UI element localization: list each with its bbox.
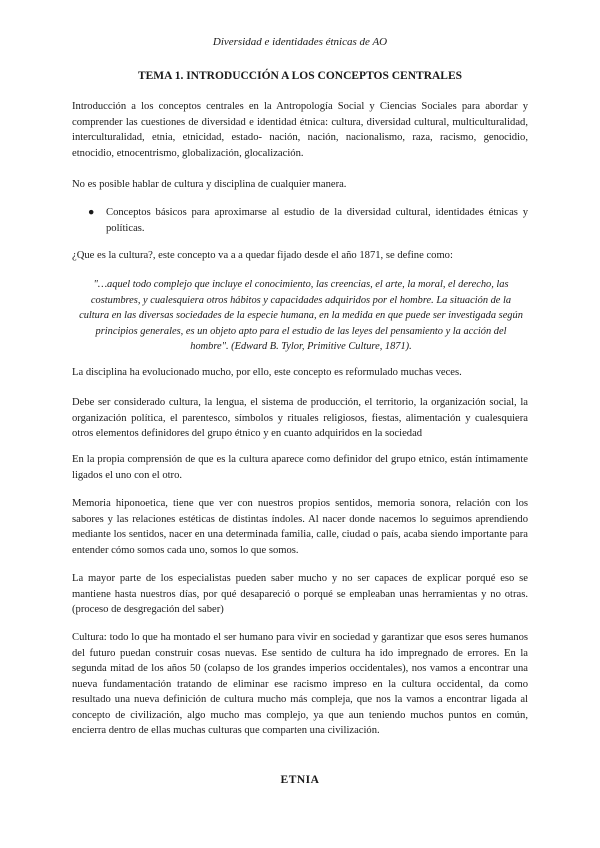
paragraph-memory: Memoria hiponoetica, tiene que ver con nuestros propios sentidos, memoria sonora, relación con los sabores y las relaciones estéticas de distintas índoles. Al nacer donde nacemos lo seguimos aprendiendo mediante los sentidos, nacer en una determinada familia, calle, ciudad o país, acaba siendo importante para entender cómo somos cada uno, somos lo que somos. <box>72 498 528 556</box>
bullet-text: Conceptos básicos para aproximarse al estudio de la diversidad cultural, identidades étnicas y políticas. <box>106 207 528 234</box>
paragraph-discipline: No es posible hablar de cultura y disciplina de cualquier manera. <box>72 179 347 190</box>
bullet-dot-icon: ● <box>88 207 95 218</box>
intro-paragraph: Introducción a los conceptos centrales en la Antropología Social y Ciencias Sociales para abordar y comprender las cuestiones de diversidad e identidad étnica: cultura, diversidad cultural, multiculturalidad, interculturalidad, etnia, etnicidad, estado- nación, nación, nacionalismo, raza, racismo, genocidio, etnocidio, etnocentrismo, globalización, glocalización. <box>72 101 528 159</box>
paragraph-culture-definition: Cultura: todo lo que ha montado el ser humano para vivir en sociedad y garantizar que esos seres humanos del futuro puedan construir cosas nuevas. Ese sentido de cultura ha ido impregnado de errores. En la segunda mitad de los años 50 (colapso de los grandes imperios occidentales), nos vamos a encontrar una nueva fundamentación tratando de eliminar ese racismo impreso en la cultura occidental, da como resultado una nueva definición de cultura mucho más compleja, que nos la vamos a encontrar ligada al concepto de civilización, algo mucho mas complejo, ya que aun teniendo muchos puntos en común, encierra dentro de ellas muchas culturas que comparten una civilización. <box>72 632 528 736</box>
document-title: TEMA 1. INTRODUCCIÓN A LOS CONCEPTOS CENTRALES <box>137 70 463 82</box>
paragraph-what-is-culture: ¿Que es la cultura?, este concepto va a a quedar fijado desde el año 1871, se define como: <box>72 250 453 261</box>
section-heading-etnia: ETNIA <box>280 774 320 786</box>
page-header: Diversidad e identidades étnicas de AO <box>212 36 388 48</box>
paragraph-ethnic-group: En la propia comprensión de que es la cultura aparece como definidor del grupo etnico, están íntimamente ligados el uno con el otro. <box>72 454 528 481</box>
tylor-quote: "…aquel todo complejo que incluye el conocimiento, las creencias, el arte, la moral, el derecho, las costumbres, y cualesquiera otros hábitos y capacidades adquiridos por el hombre. La situación de la cultura en las diversas sociedades de la especie humana, en la medida en que puede ser investigada según principios generales, es un objeto apto para el estudio de las leyes del pensamiento y la acción del hombre". (Edward B. Tylor, Primitive Culture, 1871). <box>79 279 523 352</box>
bullet-list-item <box>88 205 528 236</box>
paragraph-specialists: La mayor parte de los especialistas pueden saber mucho y no ser capaces de explicar porqué eso se mantiene hasta nuestros días, por qué desapareció o porqué se empleaban unas herramientas y no otras. (proceso de desgregación del saber) <box>72 573 528 615</box>
paragraph-evolution: La disciplina ha evolucionado mucho, por ello, este concepto es reformulado muchas veces. <box>72 367 462 378</box>
paragraph-culture-elements: Debe ser considerado cultura, la lengua, el sistema de producción, el territorio, la organización social, la organización política, el parentesco, símbolos y rituales religiosos, fiestas, alimentación y cualesquiera otros elementos definidores del grupo étnico y en cuanto adquiridos en la sociedad <box>72 397 528 439</box>
